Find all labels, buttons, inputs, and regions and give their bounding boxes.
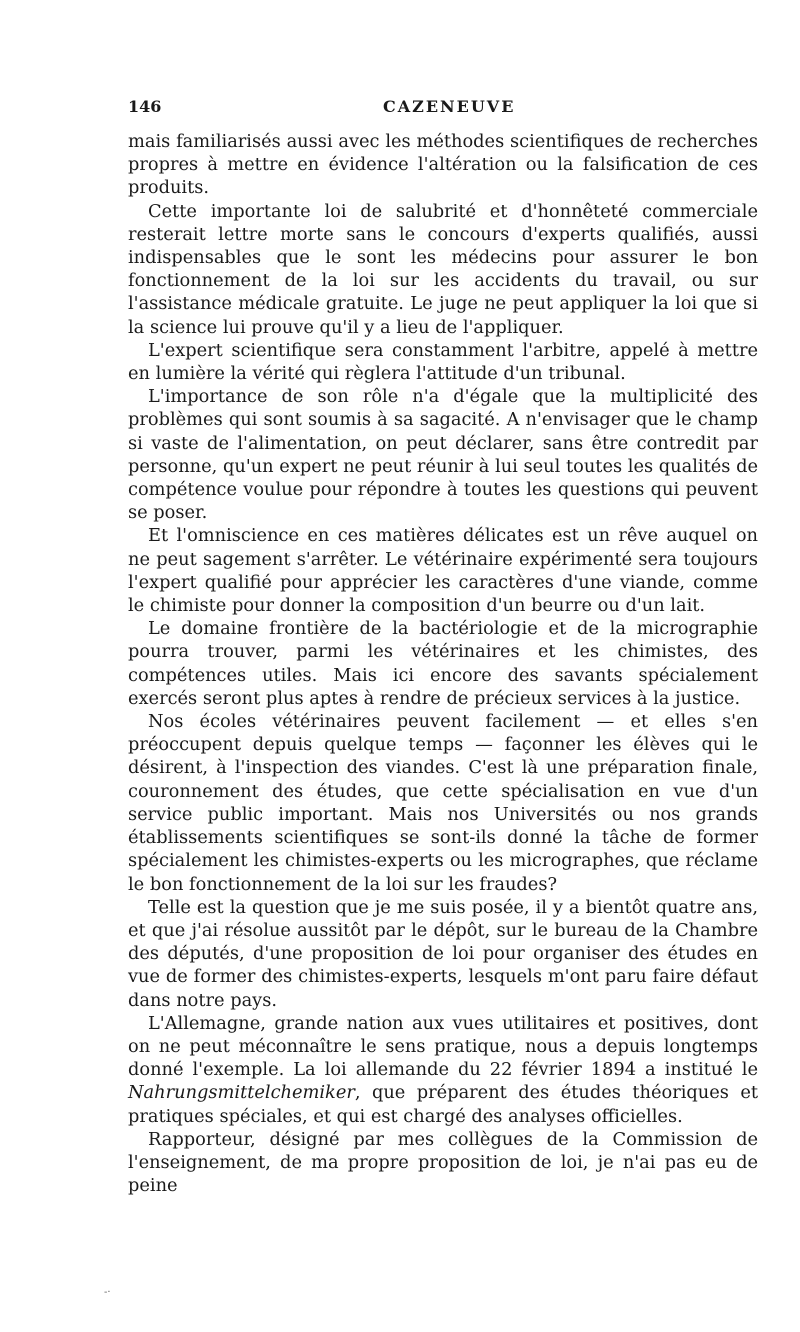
paragraph: L'importance de son rôle n'a d'égale que la multiplicité des problèmes qui sont soumis à sa sagacité. A n'envisager que le champ si vaste de l'alimentation, on peut déclarer, sans être contredit par personne, qu'un expert ne peut réunir à lui seul toutes les qualités de compétence voulue pour répondre à toutes les questions qui peuvent se poser. (128, 386, 758, 524)
page-header (128, 97, 760, 119)
body-text (128, 130, 758, 1197)
german-term: Nahrungsmittelchemiker (128, 1082, 355, 1104)
paragraph: Cette importante loi de salubrité et d'honnêteté commerciale resterait lettre morte sans le concours d'experts qualifiés, aussi indispensables que le sont les médecins pour assurer le bon fonctionnement de la loi sur les accidents du travail, ou sur l'assistance médicale gratuite. Le juge ne peut appliquer la loi que si la science lui prouve qu'il y a lieu de l'appliquer. (128, 200, 758, 338)
german-text-before: L'Allemagne, grande nation aux vues utilitaires et positives, dont on ne peut méconnaître le sens pratique, nous a depuis longtemps donné l'exemple. La loi allemande du 22 février 1894 a institué le (128, 1012, 758, 1081)
paragraph: Et l'omniscience en ces matières délicates est un rêve auquel on ne peut sagement s'arrêter. Le vétérinaire expérimenté sera toujours l'expert qualifié pour apprécier les caractères d'une viande, comme le chimiste pour donner la composition d'un beurre ou d'un lait. (128, 525, 758, 617)
paragraph: Rapporteur, désigné par mes collègues de la Commission de l'enseignement, de ma propre proposition de loi, je n'ai pas eu de peine (128, 1128, 758, 1197)
paragraph: Le domaine frontière de la bactériologie et de la micrographie pourra trouver, parmi les vétérinaires et les chimistes, des compétences utiles. Mais ici encore des savants spécialement exercés seront plus aptes à rendre de précieux services à la justice. (128, 618, 758, 709)
german-text-after: , que préparent des études théoriques et pratiques spéciales, et qui est chargé des analyses officielles. (128, 1082, 758, 1127)
paragraph: L'expert scientifique sera constamment l'arbitre, appelé à mettre en lumière la vérité qui règlera l'attitude d'un tribunal. (128, 339, 758, 385)
paragraph: Telle est la question que je me suis posée, il y a bientôt quatre ans, et que j'ai résolue aussitôt par le dépôt, sur le bureau de la Chambre des députés, d'une proposition de loi pour organiser des études en vue de former des chimistes-experts, lesquels m'ont paru faire défaut dans notre pays. (128, 896, 758, 1011)
footer-mark: -· (104, 1287, 111, 1298)
paragraph-german-law (128, 1012, 758, 1128)
paragraph: mais familiarisés aussi avec les méthodes scientifiques de recherches propres à mettre en évidence l'altération ou la falsification de ces produits. (128, 131, 758, 199)
page-number: 146 (128, 97, 162, 116)
paragraph: Nos écoles vétérinaires peuvent facilement — et elles s'en préoccupent depuis quelque temps — façonner les élèves qui le désirent, à l'inspection des viandes. C'est là une préparation finale, couronnement des études, que cette spécialisation en vue d'un service public important. Mais nos Universités ou nos grands établissements scientifiques se sont-ils donné la tâche de former spécialement les chimistes-experts ou les micrographes, que réclame le bon fonctionnement de la loi sur les fraudes? (128, 711, 758, 895)
running-head: CAZENEUVE (383, 97, 516, 116)
